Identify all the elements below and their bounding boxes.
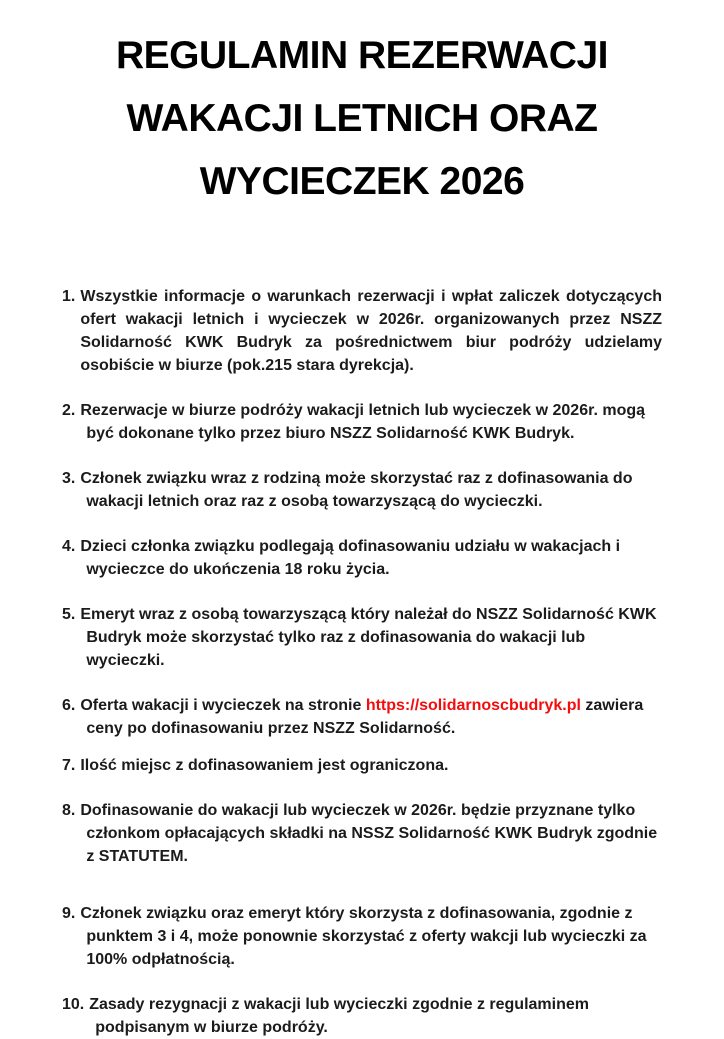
item-number: 4. [62,538,76,555]
item-number: 3. [62,470,76,487]
solidarnosc-budryk-link[interactable]: https://solidarnoscbudryk.pl [365,697,581,714]
title-line-2: WAKACJI LETNICH ORAZ [126,97,598,140]
list-item-4 [62,535,662,581]
item-text: Rezerwacje w biurze podróży wakacji letnich lub wycieczek w 2026r. mogą być dokonane tylko przez biuro NSZZ Solidarność KWK Budryk. [80,402,646,442]
document-title [62,24,662,213]
list-item-1 [62,285,662,377]
item-text [80,694,662,740]
item-number: 8. [62,802,76,819]
item-text: Dofinasowanie do wakacji lub wycieczek w 2026r. będzie przyznane tylko członkom opłacających składki na NSSZ Solidarność KWK Budryk zgodnie z STATUTEM. [80,802,658,865]
list-item-9 [62,902,662,971]
item-number: 1. [62,288,76,305]
title-line-1: REGULAMIN REZERWACJI [116,34,608,77]
item-text: Zasady rezygnacji z wakacji lub wycieczki zgodnie z regulaminem podpisanym w biurze podróży. [89,996,589,1036]
list-item-6 [62,694,662,740]
item-text: Emeryt wraz z osobą towarzyszącą który należał do NSZZ Solidarność KWK Budryk może skorzystać tylko raz z dofinasowania do wakacji lub wycieczki. [80,606,657,669]
title-line-3: WYCIECZEK 2026 [199,160,525,203]
item-number: 7. [62,757,76,774]
item-text-after-link: zawiera ceny po dofinasowaniu przez NSZZ Solidarność. [86,697,644,737]
item-number: 2. [62,402,76,419]
item-text: Wszystkie informacje o warunkach rezerwacji i wpłat zaliczek dotyczących ofert wakacji letnich i wycieczek w 2026r. organizowanych przez NSZZ Solidarność KWK Budryk za pośrednictwem biur podróży udzielamy osobiście w biurze (pok.215 stara dyrekcja). [80,288,662,374]
item-text: Członek związku wraz z rodziną może skorzystać raz z dofinasowania do wakacji letnich oraz raz z osobą towarzyszącą do wycieczki. [80,470,633,510]
item-number: 6. [62,697,76,714]
list-item-2 [62,399,662,445]
rules-list [62,285,662,1039]
item-text: Ilość miejsc z dofinasowaniem jest ograniczona. [80,757,449,774]
item-number: 5. [62,606,76,623]
list-item-10 [62,993,662,1039]
item-text: Dzieci członka związku podlegają dofinasowaniu udziału w wakacjach i wycieczce do ukończenia 18 roku życia. [80,538,621,578]
item-text: Członek związku oraz emeryt który skorzysta z dofinasowania, zgodnie z punktem 3 i 4, może ponownie skorzystać z oferty wakcji lub wycieczki za 100% odpłatnością. [80,905,647,968]
list-item-3 [62,467,662,513]
item-number: 10. [62,996,85,1013]
list-item-7 [62,754,662,777]
item-number: 9. [62,905,76,922]
item-text-before-link: Oferta wakacji i wycieczek na stronie [80,697,366,714]
list-item-8 [62,799,662,868]
list-item-5 [62,603,662,672]
